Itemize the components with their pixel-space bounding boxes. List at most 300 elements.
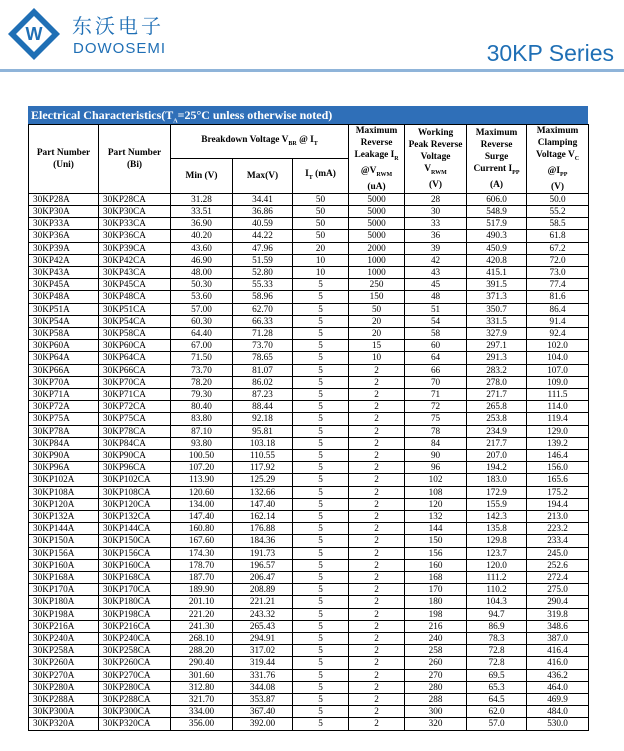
table-cell: 48: [405, 291, 467, 303]
table-row: [29, 437, 589, 449]
table-cell: 265.43: [233, 620, 293, 632]
table-cell: 415.1: [467, 266, 527, 278]
table-row: [29, 694, 589, 706]
table-cell: 30KP58CA: [99, 327, 171, 339]
table-cell: 2: [349, 425, 405, 437]
table-cell: 5: [293, 511, 349, 523]
table-cell: 69.5: [467, 669, 527, 681]
table-row: [29, 486, 589, 498]
table-cell: 294.91: [233, 633, 293, 645]
header-breakdown-voltage: Breakdown Voltage $V_{BR}$ @ $I_T$: [171, 125, 349, 159]
table-cell: 189.90: [171, 584, 233, 596]
table-cell: 30KP39CA: [99, 242, 171, 254]
table-cell: 86.02: [233, 376, 293, 388]
table-cell: 5: [293, 657, 349, 669]
table-cell: 331.76: [233, 669, 293, 681]
table-cell: 40.59: [233, 218, 293, 230]
table-cell: 548.9: [467, 205, 527, 217]
table-row: [29, 584, 589, 596]
table-cell: 120.0: [467, 559, 527, 571]
table-cell: 30KP90CA: [99, 450, 171, 462]
table-cell: 30KP54CA: [99, 315, 171, 327]
table-cell: 91.4: [527, 315, 589, 327]
brand-name-chinese: 东沃电子: [72, 14, 164, 38]
table-cell: 81.6: [527, 291, 589, 303]
table-row: [29, 327, 589, 339]
table-cell: 196.57: [233, 559, 293, 571]
table-row: [29, 669, 589, 681]
table-cell: 172.9: [467, 486, 527, 498]
table-cell: 319.8: [527, 608, 589, 620]
table-cell: 5: [293, 596, 349, 608]
table-cell: 92.4: [527, 327, 589, 339]
table-cell: 5: [293, 718, 349, 730]
table-cell: 5: [293, 633, 349, 645]
table-row: [29, 218, 589, 230]
table-cell: 30KP216A: [29, 620, 99, 632]
table-cell: 104.3: [467, 596, 527, 608]
table-cell: 5: [293, 389, 349, 401]
header-vc: Maximum Clamping Voltage $V_C$ $@I_{PP}$ (V): [527, 125, 589, 194]
table-cell: 30KP33CA: [99, 218, 171, 230]
table-cell: 79.30: [171, 389, 233, 401]
table-cell: 77.4: [527, 279, 589, 291]
table-cell: 30KP180CA: [99, 596, 171, 608]
table-cell: 2: [349, 633, 405, 645]
table-row: [29, 254, 589, 266]
header-part-uni: Part Number (Uni): [29, 125, 99, 194]
table-cell: 108: [405, 486, 467, 498]
table-cell: 387.0: [527, 633, 589, 645]
table-cell: 1000: [349, 254, 405, 266]
table-cell: 30KP258A: [29, 645, 99, 657]
table-cell: 5: [293, 486, 349, 498]
table-cell: 268.10: [171, 633, 233, 645]
table-cell: 30KP75A: [29, 413, 99, 425]
table-cell: 71.50: [171, 352, 233, 364]
table-cell: 5: [293, 401, 349, 413]
table-cell: 5: [293, 364, 349, 376]
table-cell: 5: [293, 645, 349, 657]
table-cell: 30KP43A: [29, 266, 99, 278]
table-cell: 198: [405, 608, 467, 620]
table-cell: 72.8: [467, 657, 527, 669]
table-cell: 20: [293, 242, 349, 254]
table-cell: 30KP48A: [29, 291, 99, 303]
table-cell: 317.02: [233, 645, 293, 657]
table-cell: 142.3: [467, 511, 527, 523]
table-cell: 45: [405, 279, 467, 291]
electrical-characteristics-table: [28, 106, 588, 731]
table-cell: 117.92: [233, 462, 293, 474]
table-cell: 213.0: [527, 511, 589, 523]
table-row: [29, 193, 589, 205]
table-cell: 320: [405, 718, 467, 730]
table-cell: 64.40: [171, 327, 233, 339]
table-cell: 93.80: [171, 437, 233, 449]
table-row: [29, 315, 589, 327]
table-cell: 92.18: [233, 413, 293, 425]
table-cell: 5: [293, 706, 349, 718]
table-cell: 10: [349, 352, 405, 364]
table-row: [29, 376, 589, 388]
table-cell: 208.89: [233, 584, 293, 596]
table-cell: 50.30: [171, 279, 233, 291]
table-cell: 217.7: [467, 437, 527, 449]
table-cell: 2: [349, 547, 405, 559]
table-cell: 30KP240CA: [99, 633, 171, 645]
table-cell: 57.0: [467, 718, 527, 730]
table-cell: 30KP102CA: [99, 474, 171, 486]
spec-table: [28, 124, 589, 731]
table-cell: 61.8: [527, 230, 589, 242]
table-cell: 5: [293, 291, 349, 303]
table-cell: 43.60: [171, 242, 233, 254]
table-cell: 2: [349, 450, 405, 462]
table-cell: 30KP48CA: [99, 291, 171, 303]
table-body: [29, 193, 589, 730]
table-cell: 83.80: [171, 413, 233, 425]
table-cell: 31.28: [171, 193, 233, 205]
table-cell: 5: [293, 450, 349, 462]
table-cell: 30KP45A: [29, 279, 99, 291]
table-cell: 30KP60CA: [99, 340, 171, 352]
table-cell: 436.2: [527, 669, 589, 681]
table-cell: 120.60: [171, 486, 233, 498]
table-cell: 160: [405, 559, 467, 571]
table-row: [29, 596, 589, 608]
table-row: [29, 547, 589, 559]
table-row: [29, 401, 589, 413]
table-cell: 30KP36CA: [99, 230, 171, 242]
table-cell: 30KP198A: [29, 608, 99, 620]
table-row: [29, 303, 589, 315]
table-cell: 30KP260CA: [99, 657, 171, 669]
table-cell: 150: [405, 535, 467, 547]
table-cell: 30KP70CA: [99, 376, 171, 388]
table-cell: 30KP216CA: [99, 620, 171, 632]
table-cell: 132.66: [233, 486, 293, 498]
table-cell: 2: [349, 535, 405, 547]
table-cell: 221.20: [171, 608, 233, 620]
table-cell: 344.08: [233, 681, 293, 693]
table-cell: 60: [405, 340, 467, 352]
table-cell: 43: [405, 266, 467, 278]
table-cell: 30KP156CA: [99, 547, 171, 559]
table-cell: 64: [405, 352, 467, 364]
table-cell: 86.4: [527, 303, 589, 315]
table-cell: 2: [349, 669, 405, 681]
table-cell: 2: [349, 523, 405, 535]
table-row: [29, 279, 589, 291]
table-cell: 216: [405, 620, 467, 632]
table-cell: 240: [405, 633, 467, 645]
table-cell: 5: [293, 474, 349, 486]
table-cell: 78.20: [171, 376, 233, 388]
table-cell: 334.00: [171, 706, 233, 718]
table-cell: 5000: [349, 230, 405, 242]
table-cell: 2: [349, 620, 405, 632]
table-cell: 147.40: [233, 498, 293, 510]
table-cell: 30KP320CA: [99, 718, 171, 730]
table-cell: 30KP120A: [29, 498, 99, 510]
table-cell: 72: [405, 401, 467, 413]
table-row: [29, 413, 589, 425]
table-cell: 67.2: [527, 242, 589, 254]
table-cell: 50: [293, 218, 349, 230]
table-cell: 78.3: [467, 633, 527, 645]
table-cell: 129.0: [527, 425, 589, 437]
table-cell: 119.4: [527, 413, 589, 425]
table-cell: 2: [349, 596, 405, 608]
table-cell: 221.21: [233, 596, 293, 608]
table-cell: 234.9: [467, 425, 527, 437]
table-row: [29, 450, 589, 462]
table-cell: 71.28: [233, 327, 293, 339]
table-cell: 30KP30A: [29, 205, 99, 217]
table-cell: 47.96: [233, 242, 293, 254]
table-cell: 51.59: [233, 254, 293, 266]
table-cell: 2: [349, 486, 405, 498]
table-cell: 191.73: [233, 547, 293, 559]
table-cell: 356.00: [171, 718, 233, 730]
table-cell: 2: [349, 389, 405, 401]
table-cell: 5: [293, 681, 349, 693]
table-cell: 125.29: [233, 474, 293, 486]
table-cell: 30KP160CA: [99, 559, 171, 571]
table-cell: 5: [293, 535, 349, 547]
table-cell: 10: [293, 254, 349, 266]
table-cell: 271.7: [467, 389, 527, 401]
table-cell: 30KP43CA: [99, 266, 171, 278]
table-cell: 5: [293, 303, 349, 315]
table-cell: 30KP160A: [29, 559, 99, 571]
table-row: [29, 718, 589, 730]
table-cell: 44.22: [233, 230, 293, 242]
table-cell: 30KP198CA: [99, 608, 171, 620]
table-cell: 5: [293, 620, 349, 632]
table-cell: 2: [349, 608, 405, 620]
table-row: [29, 706, 589, 718]
table-cell: 73.70: [171, 364, 233, 376]
table-cell: 420.8: [467, 254, 527, 266]
table-cell: 30KP300A: [29, 706, 99, 718]
header-ipp: Maximum Reverse Surge Current $I_{PP}$ (A): [467, 125, 527, 194]
table-cell: 100.50: [171, 450, 233, 462]
table-cell: 114.0: [527, 401, 589, 413]
table-cell: 107.20: [171, 462, 233, 474]
table-cell: 253.8: [467, 413, 527, 425]
table-cell: 2: [349, 364, 405, 376]
table-cell: 58.5: [527, 218, 589, 230]
table-cell: 30KP58A: [29, 327, 99, 339]
table-cell: 73.0: [527, 266, 589, 278]
table-cell: 20: [349, 327, 405, 339]
table-cell: 450.9: [467, 242, 527, 254]
table-cell: 155.9: [467, 498, 527, 510]
table-cell: 50: [293, 205, 349, 217]
table-cell: 62.70: [233, 303, 293, 315]
table-cell: 51: [405, 303, 467, 315]
table-cell: 5: [293, 559, 349, 571]
table-cell: 184.36: [233, 535, 293, 547]
table-cell: 88.44: [233, 401, 293, 413]
table-cell: 2: [349, 511, 405, 523]
table-cell: 30KP60A: [29, 340, 99, 352]
table-cell: 50: [349, 303, 405, 315]
header-vrwm: Working Peak Reverse Voltage $V_{RWM}$ (V): [405, 125, 467, 194]
table-cell: 174.30: [171, 547, 233, 559]
table-cell: 30KP108A: [29, 486, 99, 498]
table-cell: 283.2: [467, 364, 527, 376]
table-cell: 30KP144A: [29, 523, 99, 535]
table-cell: 50.0: [527, 193, 589, 205]
table-cell: 30KP260A: [29, 657, 99, 669]
table-row: [29, 266, 589, 278]
table-cell: 170: [405, 584, 467, 596]
table-cell: 2: [349, 694, 405, 706]
table-row: [29, 474, 589, 486]
table-cell: 54: [405, 315, 467, 327]
table-cell: 371.3: [467, 291, 527, 303]
table-cell: 65.3: [467, 681, 527, 693]
table-cell: 2: [349, 572, 405, 584]
header-divider: [0, 69, 624, 72]
table-row: [29, 389, 589, 401]
table-cell: 2: [349, 376, 405, 388]
table-cell: 30: [405, 205, 467, 217]
table-cell: 113.90: [171, 474, 233, 486]
table-cell: 5: [293, 572, 349, 584]
table-cell: 147.40: [171, 511, 233, 523]
table-cell: 30KP78CA: [99, 425, 171, 437]
table-cell: 30KP170A: [29, 584, 99, 596]
table-cell: 110.2: [467, 584, 527, 596]
table-cell: 64.5: [467, 694, 527, 706]
table-cell: 30KP280CA: [99, 681, 171, 693]
table-cell: 30KP75CA: [99, 413, 171, 425]
table-cell: 288: [405, 694, 467, 706]
table-cell: 162.14: [233, 511, 293, 523]
table-cell: 87.10: [171, 425, 233, 437]
header-part-bi: Part Number (Bi): [99, 125, 171, 194]
table-cell: 160.80: [171, 523, 233, 535]
table-cell: 30KP64CA: [99, 352, 171, 364]
table-cell: 123.7: [467, 547, 527, 559]
table-cell: 272.4: [527, 572, 589, 584]
table-cell: 20: [349, 315, 405, 327]
table-cell: 201.10: [171, 596, 233, 608]
table-cell: 490.3: [467, 230, 527, 242]
table-cell: 187.70: [171, 572, 233, 584]
table-cell: 178.70: [171, 559, 233, 571]
table-row: [29, 511, 589, 523]
table-row: [29, 620, 589, 632]
table-cell: 2000: [349, 242, 405, 254]
table-cell: 291.3: [467, 352, 527, 364]
table-cell: 517.9: [467, 218, 527, 230]
table-cell: 30KP71CA: [99, 389, 171, 401]
table-row: [29, 205, 589, 217]
table-cell: 156.0: [527, 462, 589, 474]
table-cell: 5: [293, 694, 349, 706]
table-cell: 30KP132A: [29, 511, 99, 523]
table-cell: 95.81: [233, 425, 293, 437]
table-cell: 30KP300CA: [99, 706, 171, 718]
table-cell: 484.0: [527, 706, 589, 718]
table-cell: 84: [405, 437, 467, 449]
table-cell: 30KP132CA: [99, 511, 171, 523]
table-cell: 606.0: [467, 193, 527, 205]
table-cell: 129.8: [467, 535, 527, 547]
table-cell: 50: [293, 230, 349, 242]
table-cell: 5: [293, 498, 349, 510]
table-cell: 5: [293, 437, 349, 449]
table-cell: 58: [405, 327, 467, 339]
table-cell: 194.2: [467, 462, 527, 474]
table-cell: 30KP28CA: [99, 193, 171, 205]
table-cell: 30KP71A: [29, 389, 99, 401]
table-cell: 5: [293, 340, 349, 352]
table-cell: 5000: [349, 205, 405, 217]
table-cell: 416.0: [527, 657, 589, 669]
table-row: [29, 657, 589, 669]
table-cell: 233.4: [527, 535, 589, 547]
table-cell: 5: [293, 376, 349, 388]
table-cell: 66.33: [233, 315, 293, 327]
table-cell: 278.0: [467, 376, 527, 388]
table-cell: 176.88: [233, 523, 293, 535]
table-cell: 312.80: [171, 681, 233, 693]
table-cell: 165.6: [527, 474, 589, 486]
table-cell: 62.0: [467, 706, 527, 718]
table-cell: 28: [405, 193, 467, 205]
table-cell: 36.86: [233, 205, 293, 217]
table-cell: 30KP156A: [29, 547, 99, 559]
table-cell: 30KP96CA: [99, 462, 171, 474]
table-cell: 111.2: [467, 572, 527, 584]
table-cell: 5: [293, 327, 349, 339]
table-cell: 175.2: [527, 486, 589, 498]
table-row: [29, 242, 589, 254]
table-cell: 78.65: [233, 352, 293, 364]
table-cell: 2: [349, 645, 405, 657]
table-cell: 392.00: [233, 718, 293, 730]
table-cell: 183.0: [467, 474, 527, 486]
table-title: Electrical $Characteristics(T_A=25^\circ C$ unless otherwise noted): [28, 106, 588, 124]
table-cell: 96: [405, 462, 467, 474]
table-cell: 72.8: [467, 645, 527, 657]
table-cell: 73.70: [233, 340, 293, 352]
table-cell: 275.0: [527, 584, 589, 596]
table-cell: 30KP270CA: [99, 669, 171, 681]
table-cell: 30KP170CA: [99, 584, 171, 596]
table-cell: 30KP84A: [29, 437, 99, 449]
header-it: $I_T$ (mA): [293, 159, 349, 193]
table-cell: 300: [405, 706, 467, 718]
table-cell: 2: [349, 681, 405, 693]
table-cell: 30KP108CA: [99, 486, 171, 498]
table-cell: 30KP78A: [29, 425, 99, 437]
table-cell: 120: [405, 498, 467, 510]
table-cell: 353.87: [233, 694, 293, 706]
table-cell: 15: [349, 340, 405, 352]
table-cell: 33: [405, 218, 467, 230]
table-cell: 30KP66CA: [99, 364, 171, 376]
table-cell: 464.0: [527, 681, 589, 693]
header-leakage: Maximum Reverse Leakage $I_R$ $@V_{RWM}$ (uA): [349, 125, 405, 194]
table-cell: 103.18: [233, 437, 293, 449]
